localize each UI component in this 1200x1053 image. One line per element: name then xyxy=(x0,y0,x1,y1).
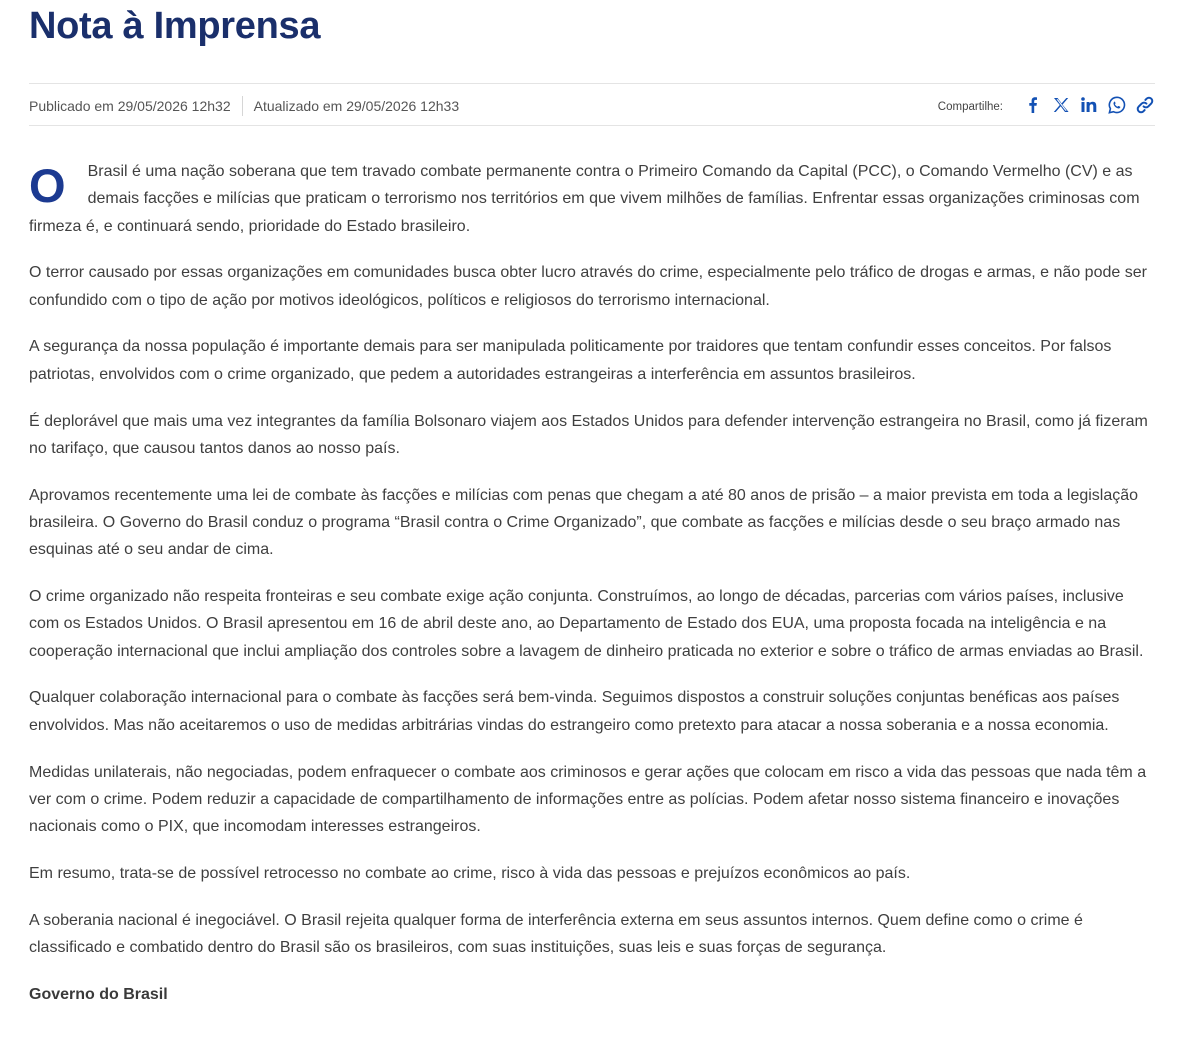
facebook-icon[interactable] xyxy=(1023,95,1043,115)
meta-separator xyxy=(242,96,243,116)
publication-meta xyxy=(29,95,459,117)
article-paragraph: Aprovamos recentemente uma lei de combate às facções e milícias com penas que chegam a até 80 anos de prisão – a maior prevista em toda a legislação brasileira. O Governo do Brasil conduz o programa “Brasil contra o Crime Organizado”, que combate as facções e milícias desde o seu braço armado nas esquinas até o seu andar de cima. xyxy=(29,486,1139,559)
article-paragraph: O crime organizado não respeita fronteiras e seu combate exige ação conjunta. Construímos, ao longo de décadas, parcerias com vários países, inclusive com os Estados Unidos. O Brasil apresentou em 16 de abril deste ano, ao Departamento de Estado dos EUA, uma proposta focada na inteligência e na cooperação internacional que inclui ampliação dos controles sobre a lavagem de dinheiro praticada no exterior e sobre o tráfico de armas enviadas ao Brasil. xyxy=(29,588,1144,660)
article-paragraph: A segurança da nossa população é importante demais para ser manipulada politicamente por traidores que tentam confundir esses conceitos. Por falsos patriotas, envolvidos com o crime organizado, que pedem a autoridades estrangeiras a interferência em assuntos brasileiros. xyxy=(29,338,1112,383)
article-paragraph xyxy=(29,158,1157,240)
article-paragraph: Em resumo, trata-se de possível retrocesso no combate ao crime, risco à vida das pessoas e prejuízos econômicos ao país. xyxy=(29,864,911,882)
divider xyxy=(29,83,1155,84)
share-label: Compartilhe: xyxy=(937,101,1003,113)
x-icon[interactable] xyxy=(1051,95,1071,115)
paragraph-text: Brasil é uma nação soberana que tem travado combate permanente contra o Primeiro Comando da Capital (PCC), o Comando Vermelho (CV) e as demais facções e milícias que praticam o terrorismo nos territórios em que vivem milhões de famílias. Enfrentar essas organizações criminosas com firmeza é, e continuará sendo, prioridade do Estado brasileiro. xyxy=(29,163,1140,235)
updated-date: Atualizado em 29/05/2026 12h33 xyxy=(253,98,460,114)
article-body xyxy=(29,158,1157,1028)
link-icon[interactable] xyxy=(1135,95,1155,115)
divider xyxy=(29,125,1155,126)
article-paragraph: Qualquer colaboração internacional para o combate às facções será bem-vinda. Seguimos dispostos a construir soluções conjuntas benéficas aos países envolvidos. Mas não aceitaremos o uso de medidas arbitrárias vindas do estrangeiro como pretexto para atacar a nossa soberania e a nossa economia. xyxy=(29,689,1120,734)
linkedin-icon[interactable] xyxy=(1079,95,1099,115)
share-bar xyxy=(938,93,1155,117)
page-title: Nota à Imprensa xyxy=(29,5,321,47)
published-date: Publicado em 29/05/2026 12h32 xyxy=(29,98,231,114)
article-paragraph: A soberania nacional é inegociável. O Brasil rejeita qualquer forma de interferência externa em seus assuntos internos. Quem define como o crime é classificado e combatido dentro do Brasil são os brasileiros, com suas instituições, suas leis e suas forças de segurança. xyxy=(29,911,1083,957)
article-paragraph: Medidas unilaterais, não negociadas, podem enfraquecer o combate aos criminosos e gerar ações que colocam em risco a vida das pessoas que nada têm a ver com o crime. Podem reduzir a capacidade de compartilhamento de informações entre as polícias. Podem afetar nosso sistema financeiro e inovações nacionais como o PIX, que incomodam interesses estrangeiros. xyxy=(29,763,1147,836)
article-paragraph: O terror causado por essas organizações em comunidades busca obter lucro através do crime, especialmente pelo tráfico de drogas e armas, e não pode ser confundido com o tipo de ação por motivos ideológicos, políticos e religiosos do terrorismo internacional. xyxy=(29,264,1147,309)
drop-cap: O xyxy=(29,159,66,212)
article-paragraph: É deplorável que mais uma vez integrantes da família Bolsonaro viajem aos Estados Unidos para defender intervenção estrangeira no Brasil, como já fizeram no tarifaço, que causou tantos danos ao nosso país. xyxy=(29,412,1148,457)
whatsapp-icon[interactable] xyxy=(1107,95,1127,115)
signature: Governo do Brasil xyxy=(29,985,168,1003)
